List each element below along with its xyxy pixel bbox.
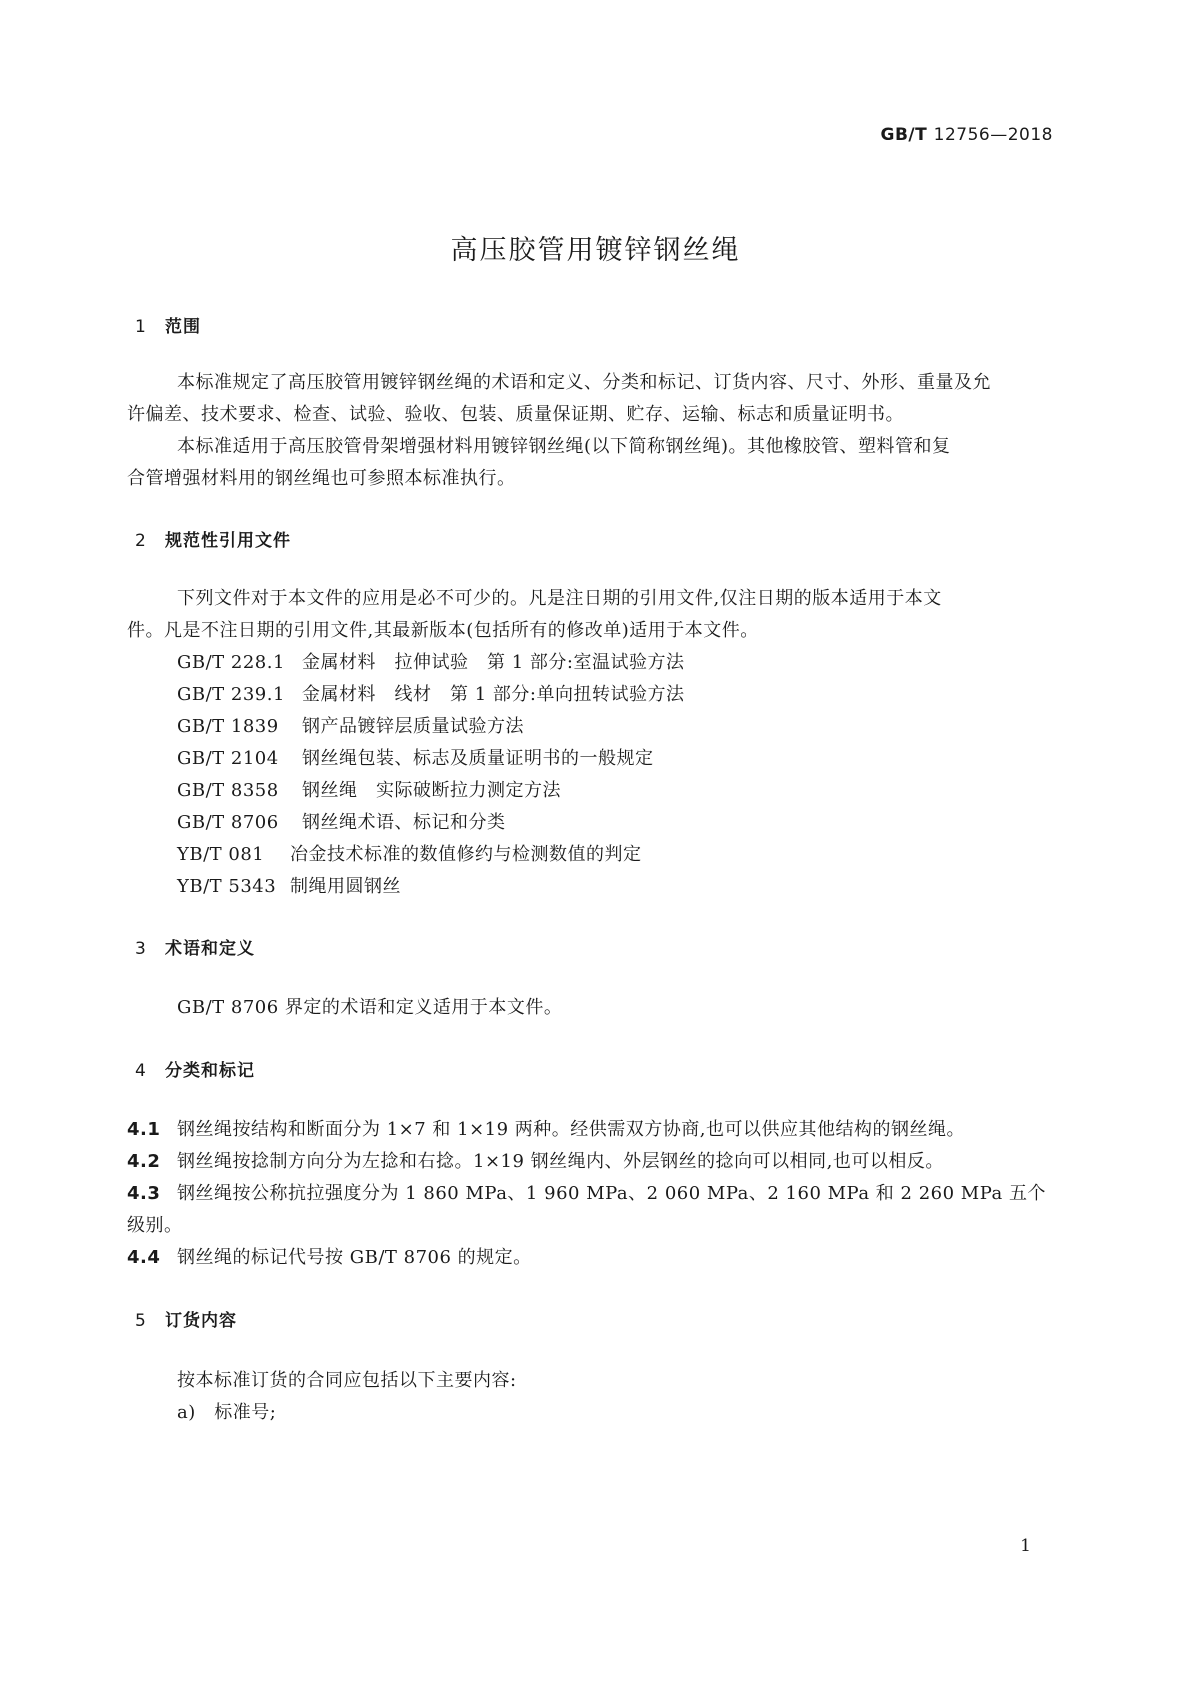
- reference-code: GB/T 2104: [177, 748, 279, 769]
- reference-item: [177, 744, 654, 770]
- standard-number: 12756—2018: [933, 125, 1053, 145]
- reference-code: YB/T 5343: [177, 876, 277, 897]
- clause-continuation: 级别。: [127, 1215, 183, 1236]
- s1-paragraph-2-line-2: 合管增强材料用的钢丝绳也可参照本标准执行。: [127, 468, 516, 489]
- reference-item: [177, 808, 506, 834]
- clause-number: 4.2: [127, 1151, 161, 1172]
- section-number: 1: [135, 317, 147, 337]
- reference-title: 制绳用圆钢丝: [290, 876, 401, 897]
- section-5-heading: [135, 1306, 237, 1331]
- s1-paragraph-2-line-1: 本标准适用于高压胶管骨架增强材料用镀锌钢丝绳(以下简称钢丝绳)。其他橡胶管、塑料管和复: [177, 436, 951, 457]
- section-1-heading: [135, 312, 201, 337]
- s1-paragraph-1-line-1: 本标准规定了高压胶管用镀锌钢丝绳的术语和定义、分类和标记、订货内容、尺寸、外形、重量及允: [177, 372, 991, 393]
- reference-item: [177, 648, 684, 674]
- clause-item: [127, 1147, 944, 1173]
- reference-code: GB/T 8358: [177, 780, 279, 801]
- reference-item: [177, 712, 524, 738]
- document-title: 高压胶管用镀锌钢丝绳: [450, 235, 741, 266]
- section-title: 分类和标记: [165, 1061, 255, 1081]
- section-number: 5: [135, 1311, 147, 1331]
- clause-number: 4.3: [127, 1183, 161, 1204]
- section-2-heading: [135, 526, 291, 551]
- reference-item: [177, 840, 642, 866]
- reference-title: 钢产品镀锌层质量试验方法: [302, 716, 524, 737]
- reference-title: 钢丝绳 实际破断拉力测定方法: [302, 780, 561, 801]
- reference-code: GB/T 228.1: [177, 652, 285, 673]
- reference-item: [177, 680, 684, 706]
- reference-code: GB/T 1839: [177, 716, 279, 737]
- clause-number: 4.4: [127, 1247, 161, 1268]
- section-number: 3: [135, 939, 147, 959]
- s2-paragraph-1-line-2: 件。凡是不注日期的引用文件,其最新版本(包括所有的修改单)适用于本文件。: [127, 620, 759, 641]
- standard-code: [881, 125, 1053, 145]
- reference-code: GB/T 239.1: [177, 684, 285, 705]
- reference-item: [177, 872, 401, 898]
- section-number: 4: [135, 1061, 147, 1081]
- clause-text: 钢丝绳按公称抗拉强度分为 1 860 MPa、1 960 MPa、2 060 MPa、2 160 MPa 和 2 260 MPa 五个: [177, 1183, 1046, 1204]
- section-title: 范围: [165, 317, 201, 337]
- s5-paragraph-1: 按本标准订货的合同应包括以下主要内容:: [177, 1370, 517, 1391]
- clause-text: 钢丝绳按结构和断面分为 1×7 和 1×19 两种。经供需双方协商,也可以供应其他结构的钢丝绳。: [177, 1119, 966, 1140]
- section-number: 2: [135, 531, 147, 551]
- section-title: 规范性引用文件: [165, 531, 291, 551]
- clause-item: [127, 1179, 1046, 1205]
- page-number: 1: [1020, 1536, 1031, 1556]
- clause-item: [127, 1243, 532, 1269]
- reference-title: 金属材料 拉伸试验 第 1 部分:室温试验方法: [302, 652, 685, 673]
- s3-paragraph-1: GB/T 8706 界定的术语和定义适用于本文件。: [177, 997, 563, 1018]
- clause-number: 4.1: [127, 1119, 161, 1140]
- clause-text: 钢丝绳的标记代号按 GB/T 8706 的规定。: [177, 1247, 532, 1268]
- reference-title: 金属材料 线材 第 1 部分:单向扭转试验方法: [302, 684, 685, 705]
- section-title: 订货内容: [165, 1311, 237, 1331]
- reference-title: 钢丝绳术语、标记和分类: [302, 812, 506, 833]
- s5-list-item-a: a) 标准号;: [177, 1402, 277, 1423]
- reference-title: 冶金技术标准的数值修约与检测数值的判定: [290, 844, 642, 865]
- s2-paragraph-1-line-1: 下列文件对于本文件的应用是必不可少的。凡是注日期的引用文件,仅注日期的版本适用于本文: [177, 588, 942, 609]
- clause-text: 钢丝绳按捻制方向分为左捻和右捻。1×19 钢丝绳内、外层钢丝的捻向可以相同,也可以相反。: [177, 1151, 944, 1172]
- section-title: 术语和定义: [165, 939, 255, 959]
- section-3-heading: [135, 934, 255, 959]
- standard-prefix: GB/T: [880, 125, 928, 145]
- reference-item: [177, 776, 561, 802]
- reference-code: GB/T 8706: [177, 812, 279, 833]
- reference-code: YB/T 081: [177, 844, 265, 865]
- clause-item: [127, 1115, 965, 1141]
- s1-paragraph-1-line-2: 许偏差、技术要求、检查、试验、验收、包装、质量保证期、贮存、运输、标志和质量证明书。: [127, 404, 904, 425]
- reference-title: 钢丝绳包装、标志及质量证明书的一般规定: [302, 748, 654, 769]
- section-4-heading: [135, 1056, 255, 1081]
